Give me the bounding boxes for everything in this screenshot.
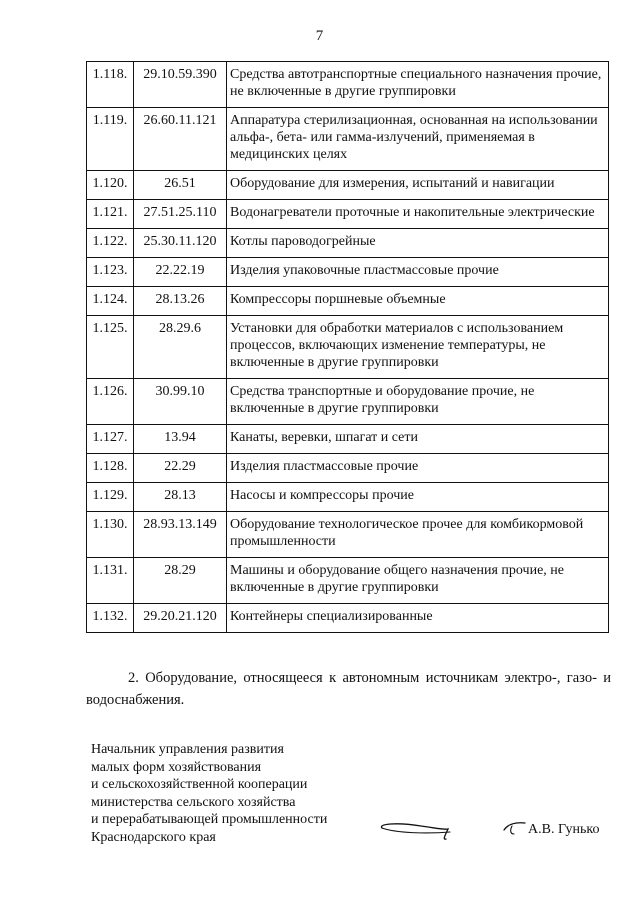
signatory-title-line: малых форм хозяйствования [91, 759, 262, 775]
row-number: 1.128. [87, 454, 134, 483]
signatory-title [91, 741, 327, 846]
equipment-name: Изделия упаковочные пластмассовые прочие [227, 258, 609, 287]
table-row [87, 171, 609, 200]
table-row [87, 512, 609, 558]
signatory-name: А.В. Гунько [528, 822, 600, 837]
table-row [87, 379, 609, 425]
equipment-name: Оборудование технологическое прочее для комбикормовой промышленности [227, 512, 609, 558]
equipment-name: Контейнеры специализированные [227, 604, 609, 633]
okpd-code: 26.60.11.121 [134, 108, 227, 171]
signatory-title-line: Краснодарского края [91, 829, 216, 845]
okpd-code: 29.10.59.390 [134, 62, 227, 108]
equipment-name: Котлы пароводогрейные [227, 229, 609, 258]
row-number: 1.129. [87, 483, 134, 512]
okpd-code: 28.13 [134, 483, 227, 512]
okpd-code: 28.29 [134, 558, 227, 604]
equipment-table [86, 61, 609, 633]
row-number: 1.132. [87, 604, 134, 633]
signatory-title-line: министерства сельского хозяйства [91, 794, 296, 810]
equipment-name: Аппаратура стерилизационная, основанная на использовании альфа-, бета- или гамма-излучений, применяемая в медицинских целях [227, 108, 609, 171]
row-number: 1.122. [87, 229, 134, 258]
row-number: 1.124. [87, 287, 134, 316]
equipment-name: Средства автотранспортные специального назначения прочие, не включенные в другие группировки [227, 62, 609, 108]
okpd-code: 27.51.25.110 [134, 200, 227, 229]
equipment-name: Установки для обработки материалов с использованием процессов, включающих изменение температуры, не включенные в другие группировки [227, 316, 609, 379]
table-row [87, 604, 609, 633]
row-number: 1.127. [87, 425, 134, 454]
equipment-name: Машины и оборудование общего назначения прочие, не включенные в другие группировки [227, 558, 609, 604]
signatory-title-line: Начальник управления развития [91, 742, 284, 757]
row-number: 1.131. [87, 558, 134, 604]
okpd-code: 13.94 [134, 425, 227, 454]
equipment-name: Изделия пластмассовые прочие [227, 454, 609, 483]
equipment-name: Канаты, веревки, шпагат и сети [227, 425, 609, 454]
row-number: 1.125. [87, 316, 134, 379]
row-number: 1.130. [87, 512, 134, 558]
row-number: 1.119. [87, 108, 134, 171]
table-row [87, 200, 609, 229]
equipment-table-body [87, 62, 609, 633]
table-row [87, 287, 609, 316]
table-row [87, 229, 609, 258]
table-row [87, 558, 609, 604]
okpd-code: 26.51 [134, 171, 227, 200]
table-row [87, 425, 609, 454]
table-row [87, 258, 609, 287]
page-number: 7 [315, 28, 324, 44]
table-row [87, 62, 609, 108]
table-row [87, 483, 609, 512]
okpd-code: 30.99.10 [134, 379, 227, 425]
okpd-code: 22.29 [134, 454, 227, 483]
row-number: 1.123. [87, 258, 134, 287]
signatory-title-line: и перерабатывающей промышленности [91, 812, 328, 827]
okpd-code: 28.13.26 [134, 287, 227, 316]
row-number: 1.120. [87, 171, 134, 200]
table-row [87, 108, 609, 171]
equipment-name: Водонагреватели проточные и накопительные электрические [227, 200, 609, 229]
table-row [87, 316, 609, 379]
okpd-code: 22.22.19 [134, 258, 227, 287]
okpd-code: 29.20.21.120 [134, 604, 227, 633]
row-number: 1.121. [87, 200, 134, 229]
equipment-name: Насосы и компрессоры прочие [227, 483, 609, 512]
equipment-name: Компрессоры поршневые объемные [227, 287, 609, 316]
okpd-code: 28.29.6 [134, 316, 227, 379]
row-number: 1.126. [87, 379, 134, 425]
section-2-paragraph: 2. Оборудование, относящееся к автономным источникам электро-, газо- и водоснабжения. [86, 670, 611, 708]
equipment-name: Средства транспортные и оборудование прочие, не включенные в другие группировки [227, 379, 609, 425]
handwritten-signature [376, 812, 526, 848]
okpd-code: 28.93.13.149 [134, 512, 227, 558]
equipment-name: Оборудование для измерения, испытаний и навигации [227, 171, 609, 200]
okpd-code: 25.30.11.120 [134, 229, 227, 258]
table-row [87, 454, 609, 483]
row-number: 1.118. [87, 62, 134, 108]
signatory-title-line: и сельскохозяйственной кооперации [91, 777, 308, 792]
